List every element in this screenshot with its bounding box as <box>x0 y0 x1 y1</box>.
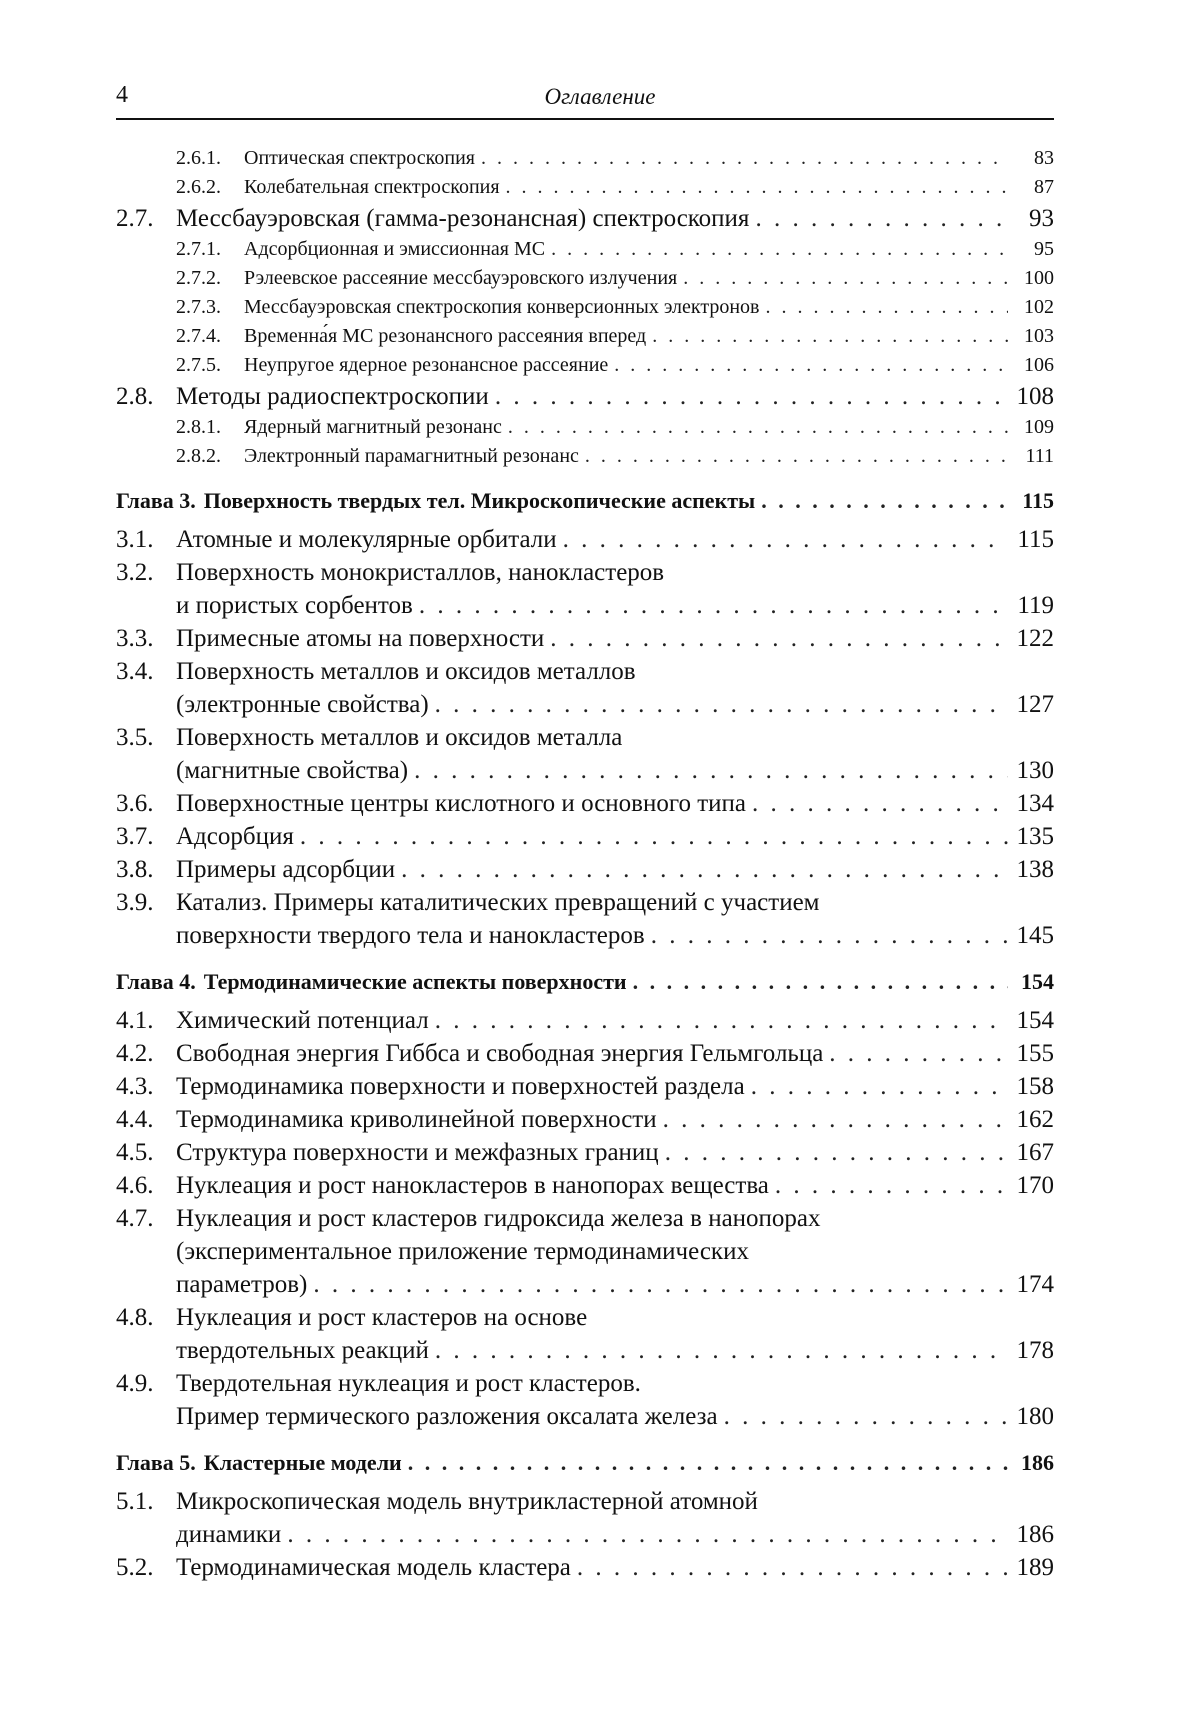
toc-entry <box>116 1004 1054 1037</box>
dot-leader <box>652 322 1008 351</box>
dot-leader <box>585 442 1008 471</box>
dot-leader <box>414 754 1008 787</box>
toc-entry-number: 2.6.2. <box>176 176 221 198</box>
running-title: Оглавление <box>544 84 656 109</box>
toc-page-number: 130 <box>1016 757 1054 784</box>
toc-page-number: 103 <box>1024 325 1054 347</box>
header-rule <box>116 118 1054 120</box>
toc-entry-title: и пористых сорбентов <box>176 592 413 619</box>
dot-leader <box>287 1518 1008 1551</box>
toc-entry-number: 2.8.1. <box>176 416 221 438</box>
toc-page-number: 134 <box>1016 790 1054 817</box>
toc-page-number: 162 <box>1016 1106 1054 1133</box>
toc-entry-title: Термодинамические аспекты поверхности <box>203 969 627 994</box>
dot-leader <box>751 1070 1008 1103</box>
toc-entry <box>116 1551 1054 1584</box>
toc-entry <box>116 1367 1054 1433</box>
toc-entry-number: 3.2. <box>116 559 154 586</box>
toc-entry-number: 4.8. <box>116 1304 154 1331</box>
toc-entry <box>116 556 1054 622</box>
toc-entry-title: Нуклеация и рост кластеров гидроксида железа в нанопорах <box>176 1205 821 1232</box>
dot-leader <box>506 173 1008 202</box>
page-number: 4 <box>116 82 128 108</box>
toc-entry-title: (электронные свойства) <box>176 691 429 718</box>
toc-page-number: 145 <box>1016 922 1054 949</box>
dot-leader <box>419 589 1008 622</box>
toc-page-number: 186 <box>1021 1450 1054 1475</box>
toc-entry-number: 3.9. <box>116 889 154 916</box>
toc-entry-number: Глава 3. <box>116 488 196 513</box>
toc-entry-title: (магнитные свойства) <box>176 757 409 784</box>
toc-entry <box>116 1301 1054 1367</box>
toc-entry <box>116 442 1054 471</box>
toc-entry-number: 3.4. <box>116 658 154 685</box>
toc-page-number: 83 <box>1034 147 1054 169</box>
toc-entry <box>116 380 1054 413</box>
toc-entry-number: 3.8. <box>116 856 154 883</box>
toc-entry-title: Примеры адсорбции <box>176 856 396 883</box>
toc-page-number: 115 <box>1017 526 1054 553</box>
toc-entry-title: Термодинамика поверхности и поверхностей раздела <box>176 1073 745 1100</box>
dot-leader <box>761 485 1008 517</box>
toc-entry <box>116 1037 1054 1070</box>
toc-entry-title: Пример термического разложения оксалата железа <box>176 1403 718 1430</box>
toc-entry-number: 5.2. <box>116 1554 154 1581</box>
toc-entry <box>116 622 1054 655</box>
dot-leader <box>435 688 1008 721</box>
toc-entry-title: Поверхностные центры кислотного и основного типа <box>176 790 747 817</box>
dot-leader <box>577 1551 1008 1584</box>
toc-entry-number: 2.7. <box>116 205 154 232</box>
toc-entry-number: 4.2. <box>116 1040 154 1067</box>
toc-entry-title: Химический потенциал <box>176 1007 429 1034</box>
dot-leader <box>752 787 1008 820</box>
toc-page-number: 189 <box>1016 1554 1054 1581</box>
toc-entry <box>116 173 1054 202</box>
toc-entry <box>116 655 1054 721</box>
toc-entry-title: Поверхность монокристаллов, нанокластеров <box>176 559 665 586</box>
toc-entry <box>116 351 1054 380</box>
toc-entry <box>116 1169 1054 1202</box>
toc-entry-title: твердотельных реакций <box>176 1337 429 1364</box>
dot-leader <box>550 622 1008 655</box>
toc-entry <box>116 787 1054 820</box>
toc-entry-number: 3.1. <box>116 526 154 553</box>
toc-entry <box>116 1103 1054 1136</box>
dot-leader <box>633 966 1008 998</box>
dot-leader <box>755 202 1008 235</box>
toc-entry <box>116 721 1054 787</box>
toc-entry-title: Ядерный магнитный резонанс <box>244 416 502 438</box>
toc-entry-title: Термодинамика криволинейной поверхности <box>176 1106 657 1133</box>
toc-page-number: 87 <box>1034 176 1054 198</box>
toc-entry <box>116 202 1054 235</box>
dot-leader <box>724 1400 1008 1433</box>
toc-entry-title: Электронный парамагнитный резонанс <box>244 445 579 467</box>
toc-entry-number: 2.7.3. <box>176 296 221 318</box>
toc-entry-number: 4.9. <box>116 1370 154 1397</box>
toc-entry-title: Нуклеация и рост нанокластеров в нанопорах вещества <box>176 1172 769 1199</box>
toc-page-number: 155 <box>1016 1040 1054 1067</box>
toc-entry <box>116 264 1054 293</box>
toc-page-number: 127 <box>1016 691 1054 718</box>
toc-entry-title: Рэлеевское рассеяние мессбауэровского излучения <box>244 267 678 289</box>
toc-entry-title: (экспериментальное приложение термодинамических <box>176 1238 749 1265</box>
dot-leader <box>651 919 1008 952</box>
toc-entry-title: Термодинамическая модель кластера <box>176 1554 571 1581</box>
toc-entry-number: 3.7. <box>116 823 154 850</box>
toc-entry <box>116 523 1054 556</box>
dot-leader <box>665 1136 1008 1169</box>
toc-entry <box>116 413 1054 442</box>
toc-entry <box>116 235 1054 264</box>
toc-entry-title: динамики <box>176 1521 282 1548</box>
toc-page-number: 108 <box>1016 383 1054 410</box>
dot-leader <box>683 264 1008 293</box>
dot-leader <box>408 1447 1008 1479</box>
toc-page-number: 111 <box>1025 445 1054 467</box>
toc-page-number: 138 <box>1016 856 1054 883</box>
toc-entry-title: Атомные и молекулярные орбитали <box>176 526 557 553</box>
toc-entry-number: 2.7.5. <box>176 354 221 376</box>
toc-entry-title: Неупругое ядерное резонансное рассеяние <box>244 354 609 376</box>
toc-entry-title: Кластерные модели <box>203 1450 402 1475</box>
toc-entry-title: Нуклеация и рост кластеров на основе <box>176 1304 588 1331</box>
toc-page-number: 174 <box>1016 1271 1054 1298</box>
toc-entry-number: 4.5. <box>116 1139 154 1166</box>
toc-page-number: 122 <box>1016 625 1054 652</box>
dot-leader <box>313 1268 1008 1301</box>
toc-page-number: 115 <box>1022 488 1054 513</box>
toc-page-number: 186 <box>1016 1521 1054 1548</box>
toc-page-number: 167 <box>1016 1139 1054 1166</box>
toc-entry <box>116 1202 1054 1301</box>
toc-entry-title: поверхности твердого тела и нанокластеров <box>176 922 645 949</box>
toc-entry-number: 3.6. <box>116 790 154 817</box>
toc-entry <box>116 1070 1054 1103</box>
toc-page-number: 178 <box>1016 1337 1054 1364</box>
toc-entry-title: Структура поверхности и межфазных границ <box>176 1139 659 1166</box>
toc-entry-number: Глава 4. <box>116 969 196 994</box>
dot-leader <box>300 820 1008 853</box>
toc-chapter <box>116 485 1054 517</box>
toc-page-number: 154 <box>1021 969 1054 994</box>
dot-leader <box>765 293 1008 322</box>
toc-entry-number: 2.8.2. <box>176 445 221 467</box>
toc-entry-title: Мессбауэровская спектроскопия конверсионных электронов <box>244 296 760 318</box>
toc-page-number: 180 <box>1016 1403 1054 1430</box>
toc-entry-number: 2.7.2. <box>176 267 221 289</box>
toc-entry <box>116 1485 1054 1551</box>
toc-chapter <box>116 1447 1054 1479</box>
dot-leader <box>663 1103 1008 1136</box>
toc-entry-title: Поверхность твердых тел. Микроскопические аспекты <box>203 488 756 513</box>
toc-entry-number: 4.4. <box>116 1106 154 1133</box>
dot-leader <box>775 1169 1008 1202</box>
toc-entry-title: Примесные атомы на поверхности <box>176 625 545 652</box>
toc-entry <box>116 820 1054 853</box>
toc-entry-title: Мессбауэровская (гамма-резонансная) спектроскопия <box>176 205 750 232</box>
toc-entry-title: Оптическая спектроскопия <box>244 147 475 169</box>
toc-entry-title: Твердотельная нуклеация и рост кластеров. <box>176 1370 641 1397</box>
toc-chapter <box>116 966 1054 998</box>
toc-page-number: 158 <box>1016 1073 1054 1100</box>
toc-entry-title: Временна́я МС резонансного рассеяния вперед <box>244 325 647 347</box>
toc-entry-title: Микроскопическая модель внутрикластерной атомной <box>176 1488 758 1515</box>
toc-entry-title: Адсорбционная и эмиссионная МС <box>244 238 546 260</box>
dot-leader <box>614 351 1008 380</box>
toc-page-number: 102 <box>1024 296 1054 318</box>
dot-leader <box>435 1004 1008 1037</box>
toc-entry-number: 3.5. <box>116 724 154 751</box>
dot-leader <box>435 1334 1008 1367</box>
toc-entry-number: 4.3. <box>116 1073 154 1100</box>
toc-page-number: 135 <box>1016 823 1054 850</box>
toc-page-number: 93 <box>1029 205 1054 232</box>
dot-leader <box>495 380 1008 413</box>
toc-entry-title: Колебательная спектроскопия <box>244 176 500 198</box>
toc-entry-number: 2.7.1. <box>176 238 221 260</box>
dot-leader <box>829 1037 1008 1070</box>
toc-page-number: 154 <box>1016 1007 1054 1034</box>
toc-entry-title: Адсорбция <box>176 823 294 850</box>
dot-leader <box>508 413 1008 442</box>
dot-leader <box>551 235 1008 264</box>
toc-entry-number: 3.3. <box>116 625 154 652</box>
toc-page-number: 106 <box>1024 354 1054 376</box>
toc-page-number: 119 <box>1017 592 1054 619</box>
dot-leader <box>481 144 1008 173</box>
toc-entry-number: 2.7.4. <box>176 325 221 347</box>
toc-page-number: 100 <box>1024 267 1054 289</box>
toc-entry-number: 5.1. <box>116 1488 154 1515</box>
toc-page-number: 109 <box>1024 416 1054 438</box>
toc-entry-number: 4.7. <box>116 1205 154 1232</box>
toc-entry-number: 2.6.1. <box>176 147 221 169</box>
toc-entry-title: Свободная энергия Гиббса и свободная энергия Гельмгольца <box>176 1040 824 1067</box>
toc-entry-number: 4.6. <box>116 1172 154 1199</box>
toc-entry-title: параметров) <box>176 1271 308 1298</box>
toc-entry <box>116 293 1054 322</box>
dot-leader <box>563 523 1008 556</box>
toc-entry <box>116 886 1054 952</box>
dot-leader <box>401 853 1008 886</box>
toc-entry-title: Поверхность металлов и оксидов металлов <box>176 658 636 685</box>
toc-entry <box>116 1136 1054 1169</box>
table-of-contents <box>116 144 1054 1584</box>
toc-page-number: 170 <box>1016 1172 1054 1199</box>
toc-entry <box>116 853 1054 886</box>
toc-entry-title: Методы радиоспектроскопии <box>176 383 489 410</box>
toc-entry <box>116 322 1054 351</box>
toc-entry-number: Глава 5. <box>116 1450 196 1475</box>
toc-entry-title: Поверхность металлов и оксидов металла <box>176 724 623 751</box>
toc-entry-number: 4.1. <box>116 1007 154 1034</box>
toc-entry-title: Катализ. Примеры каталитических превращений с участием <box>176 889 820 916</box>
toc-entry-number: 2.8. <box>116 383 154 410</box>
toc-page-number: 95 <box>1034 238 1054 260</box>
toc-entry <box>116 144 1054 173</box>
